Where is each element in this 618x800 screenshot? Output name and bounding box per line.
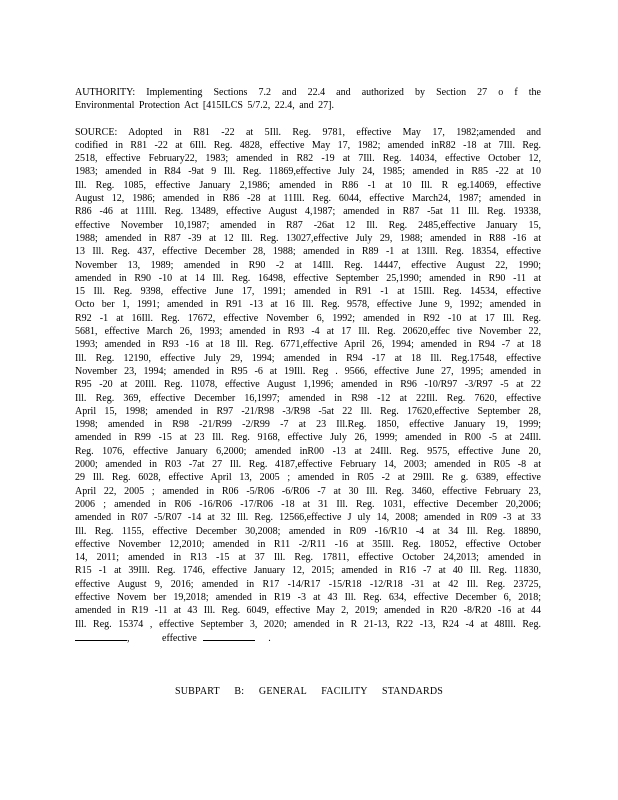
- source-line: 13 Ill. Reg. 437, effective December 28, 1988; amended in R89 -1 at 13Ill. Reg. 18354, effective: [75, 246, 541, 258]
- source-line: August 12, 1986; amended in R86 -28 at 11Ill. Reg. 6044, effective March24, 1987; amended in: [75, 193, 541, 205]
- final-line-separator: ,: [127, 632, 130, 644]
- subpart-heading: SUBPART B: GENERAL FACILITY STANDARDS: [174, 686, 444, 697]
- source-line: 14, 2011; amended in R13 -15 at 37 Ill. Reg. 17811, effective October 24,2013; amended in: [75, 552, 541, 564]
- authority-line: Environmental Protection Act [415ILCS 5/7.2, 22.4, and 27].: [75, 100, 334, 112]
- source-line: 1998; amended in R98 -21/R99 -2/R99 -7 at 23 Ill.Reg. 1850, effective January 19, 1999;: [75, 419, 541, 431]
- source-line: R95 -20 at 20Ill. Reg. 11078, effective August 1,1996; amended in R96 -10/R97 -3/R97 -5 at 22: [75, 379, 541, 391]
- source-line: 2000; amended in R03 -7at 27 Ill. Reg. 4187,effective February 14, 2003; amended in R05 -8 at: [75, 459, 541, 471]
- final-line-period: .: [268, 632, 271, 644]
- source-line: 2006 ; amended in R06 -16/R06 -17/R06 -18 at 31 Ill. Reg. 1031, effective December 20,2006;: [75, 498, 541, 510]
- source-line: 1988; amended in R87 -39 at 12 Ill. Reg. 13027,effective July 29, 1988; amended in R88 -16 at: [75, 232, 541, 244]
- source-line: 15 Ill. Reg. 9398, effective June 17, 1991; amended in R91 -1 at 15Ill. Reg. 14534, effective: [75, 286, 541, 298]
- final-line-effective: effective: [162, 632, 197, 644]
- source-line: amended in R07 -5/R07 -14 at 32 Ill. Reg. 12566,effective J uly 14, 2008; amended in R09 -3 at 33: [75, 512, 541, 524]
- source-line: R86 -46 at 11Ill. Reg. 13489, effective August 4,1987; amended in R87 -5at 11 Ill. Reg. 19338,: [75, 206, 541, 218]
- source-line: SOURCE: Adopted in R81 -22 at 5Ill. Reg. 9781, effective May 17, 1982;amended and: [75, 126, 541, 138]
- source-line: 5681, effective March 26, 1993; amended in R93 -4 at 17 Ill. Reg. 20620,effec tive November 22,: [75, 326, 541, 338]
- authority-note: [75, 86, 541, 113]
- source-line: Ill. Reg. 1085, effective January 2,1986; amended in R86 -1 at 10 Ill. R eg.14069, effective: [75, 179, 541, 191]
- source-line: effective November 12,2010; amended in R11 -2/R11 -16 at 35Ill. Reg. 18052, effective October: [75, 538, 541, 550]
- source-line: Ill. Reg. 1155, effective December 30,2008; amended in R09 -16/R10 -4 at 34 Ill. Reg. 18890,: [75, 525, 541, 537]
- blank-date-line: [203, 631, 255, 641]
- source-line: 1983; amended in R84 -9at 9 Ill. Reg. 11869,effective July 24, 1985; amended in R85 -22 at 10: [75, 166, 541, 178]
- source-line: Ill. Reg. 15374 , effective September 3, 2020; amended in R 21-13, R22 -13, R24 -4 at 48Ill. Reg.: [75, 618, 541, 630]
- source-line: November 13, 1989; amended in R90 -2 at 14Ill. Reg. 14447, effective August 22, 1990;: [75, 259, 541, 271]
- source-line: April 15, 1998; amended in R97 -21/R98 -3/R98 -5at 22 Ill. Reg. 17620,effective September 28,: [75, 405, 541, 417]
- source-line: amended in R90 -10 at 14 Ill. Reg. 16498, effective September 25,1990; amended in R90 -11 at: [75, 272, 541, 284]
- source-line: November 23, 1994; amended in R95 -6 at 19Ill. Reg . 9566, effective June 27, 1995; amended in: [75, 365, 541, 377]
- document-page: [75, 86, 541, 645]
- source-line: effective Novem ber 19,2018; amended in R19 -3 at 43 Ill. Reg. 634, effective December 6, 2018;: [75, 591, 541, 603]
- source-line: Ill. Reg. 369, effective December 16,1997; amended in R98 -12 at 22Ill. Reg. 7620, effective: [75, 392, 541, 404]
- source-line: R15 -1 at 39Ill. Reg. 1746, effective January 12, 2015; amended in R16 -7 at 40 Ill. Reg. 11830,: [75, 565, 541, 577]
- source-line: Octo ber 1, 1991; amended in R91 -13 at 16 Ill. Reg. 9578, effective June 9, 1992; amended in: [75, 299, 541, 311]
- source-line: 2518, effective February22, 1983; amended in R82 -19 at 7Ill. Reg. 14034, effective October 12,: [75, 153, 541, 165]
- authority-line: AUTHORITY: Implementing Sections 7.2 and 22.4 and authorized by Section 27 o f the: [75, 87, 541, 98]
- blank-citation-line: [75, 631, 127, 641]
- source-line: codified in R81 -22 at 6Ill. Reg. 4828, effective May 17, 1982; amended inR82 -18 at 7Ill. Reg.: [75, 139, 541, 151]
- source-line: 1993; amended in R93 -16 at 18 Ill. Reg. 6771,effective April 26, 1994; amended in R94 -7 at 18: [75, 339, 541, 351]
- source-note: [75, 126, 541, 646]
- source-line: amended in R99 -15 at 23 Ill. Reg. 9168, effective July 26, 1999; amended in R00 -5 at 24Ill.: [75, 432, 541, 444]
- source-line: April 22, 2005 ; amended in R06 -5/R06 -6/R06 -7 at 30 Ill. Reg. 3460, effective February 23,: [75, 485, 541, 497]
- source-line: R92 -1 at 16Ill. Reg. 17672, effective November 6, 1992; amended in R92 -10 at 17 Ill. Reg.: [75, 312, 541, 324]
- source-line: effective August 9, 2016; amended in R17 -14/R17 -15/R18 -12/R18 -31 at 42 Ill. Reg. 23725,: [75, 578, 541, 590]
- source-final-line: [75, 631, 541, 645]
- source-line: Reg. 1076, effective January 6,2000; amended inR00 -13 at 24Ill. Reg. 9575, effective June 20,: [75, 445, 541, 457]
- source-line: 29 Ill. Reg. 6028, effective April 13, 2005 ; amended in R05 -2 at 29Ill. Re g. 6389, effective: [75, 472, 541, 484]
- source-line: Ill. Reg. 12190, effective July 29, 1994; amended in R94 -17 at 18 Ill. Reg.17548, effective: [75, 352, 541, 364]
- source-line: effective November 10,1987; amended in R87 -26at 12 Ill. Reg. 2485,effective January 15,: [75, 219, 541, 231]
- source-line: amended in R19 -11 at 43 Ill. Reg. 6049, effective May 2, 2019; amended in R20 -8/R20 -16 at 44: [75, 605, 541, 617]
